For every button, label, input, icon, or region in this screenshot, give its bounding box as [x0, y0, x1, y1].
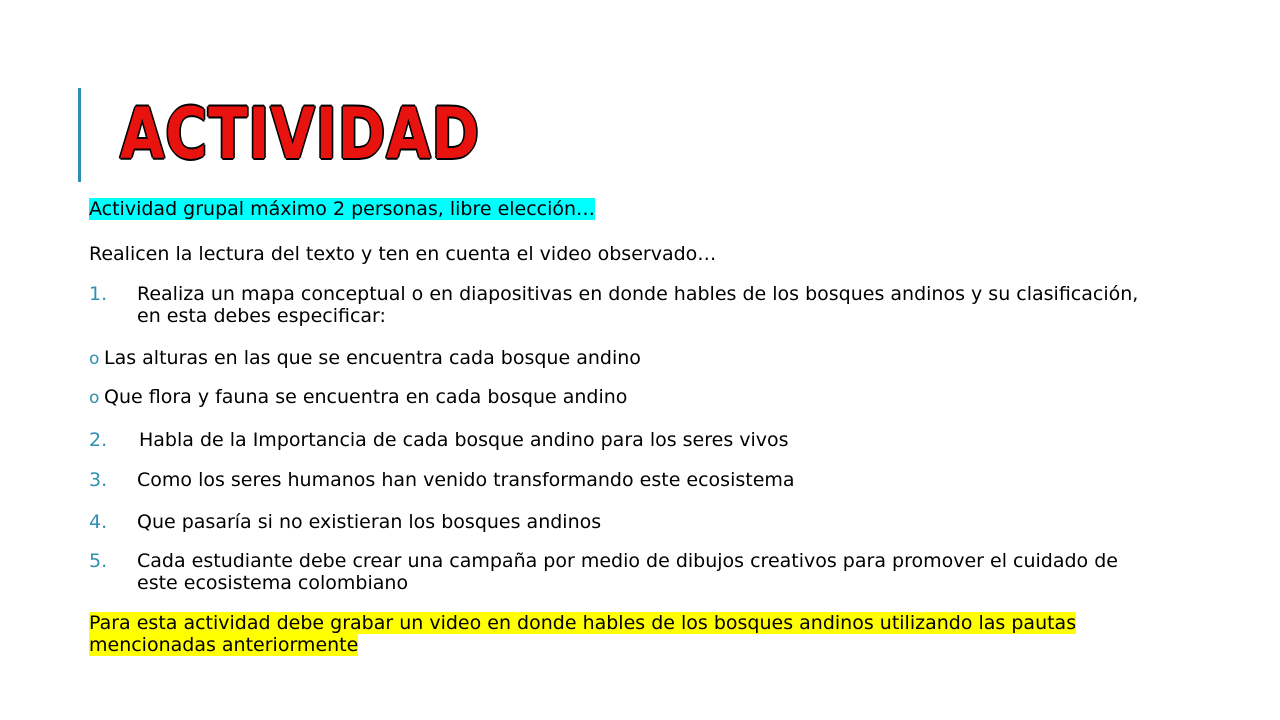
bullet-item-1	[89, 347, 1149, 369]
closing-highlight-text: Para esta actividad debe grabar un video en donde hables de los bosques andinos utilizando las pautas mencionadas anteriormente	[89, 612, 1077, 656]
list-item-2	[89, 429, 1149, 451]
bullet-text-1: Las alturas en las que se encuentra cada bosque andino	[104, 347, 641, 369]
list-number-5: 5.	[89, 550, 108, 572]
list-item-5	[89, 550, 1149, 596]
intro-highlight-line	[89, 198, 595, 220]
bullet-marker-2: o	[89, 388, 100, 408]
closing-highlight-paragraph	[89, 612, 1154, 656]
bullet-item-2	[89, 386, 1149, 408]
list-item-3	[89, 469, 1149, 491]
list-text-4: Que pasaría si no existieran los bosques andinos	[137, 511, 602, 533]
list-item-1	[89, 283, 1149, 329]
slide-title: ACTIVIDAD	[120, 93, 480, 175]
list-number-1: 1.	[89, 283, 108, 305]
title-accent-line	[78, 88, 81, 182]
bullet-text-2: Que flora y fauna se encuentra en cada bosque andino	[104, 386, 628, 408]
list-text-3: Como los seres humanos han venido transformando este ecosistema	[137, 469, 795, 491]
bullet-marker-1: o	[89, 349, 100, 369]
list-number-2: 2.	[89, 429, 108, 451]
list-text-1: Realiza un mapa conceptual o en diapositivas en donde hables de los bosques andinos y su clasificación, en esta debes especificar:	[137, 283, 1139, 327]
list-text-5: Cada estudiante debe crear una campaña por medio de dibujos creativos para promover el cuidado de este ecosistema colombiano	[137, 550, 1118, 594]
list-item-4	[89, 511, 1149, 533]
intro-line: Realicen la lectura del texto y ten en cuenta el video observado…	[89, 243, 717, 265]
list-text-2: Habla de la Importancia de cada bosque andino para los seres vivos	[139, 429, 789, 451]
list-number-4: 4.	[89, 511, 108, 533]
intro-highlight-text: Actividad grupal máximo 2 personas, libre elección…	[89, 198, 596, 220]
list-number-3: 3.	[89, 469, 108, 491]
